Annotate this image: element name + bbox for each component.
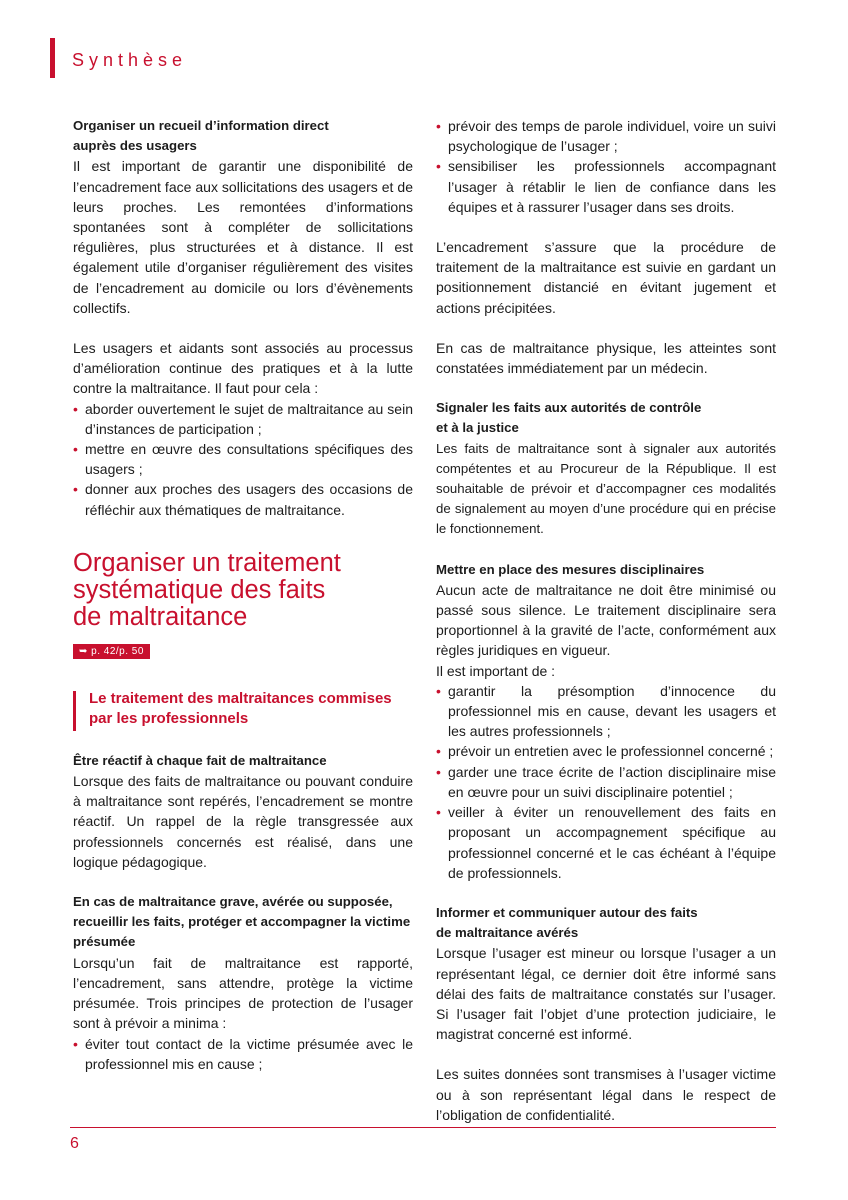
footer-divider	[70, 1127, 776, 1128]
subsection-accent-bar	[73, 691, 76, 731]
paragraph-recueil: Il est important de garantir une disponibilité de l’encadrement face aux sollicitations des usagers et de leurs proches. Les remontées d’informations spontanées sont à compléter de sollicitations régulières, plus structurées et à distance. Il est également utile d’organiser régulièrement des visites de l’encadrement au domicile ou lors d’évènements collectifs.	[73, 158, 413, 316]
section-header-title: Synthèse	[72, 50, 188, 70]
list-item: • prévoir des temps de parole individuel, voire un suivi psychologique de l’usager ;	[436, 116, 776, 156]
heading-signaler: Signaler les faits aux autorités de contrôle et à la justice	[436, 400, 702, 436]
paragraph-suites: Les suites données sont transmises à l’usager victime ou à son représentant légal dans le respect de l’obligation de confidentialité.	[436, 1066, 776, 1123]
list-item: • donner aux proches des usagers des occasions de réfléchir aux thématiques de maltraitance.	[73, 479, 413, 519]
paragraph-physique: En cas de maltraitance physique, les atteintes sont constatées immédiatement par un médecin.	[436, 339, 776, 377]
list-item: • éviter tout contact de la victime présumée avec le professionnel mis en cause ;	[73, 1034, 413, 1074]
paragraph-encadrement: L’encadrement s’assure que la procédure de traitement de la maltraitance est suivie en gardant un positionnement distancié en évitant jugement et actions précipitées.	[436, 239, 776, 316]
paragraph-grave: Lorsqu’un fait de maltraitance est rapporté, l’encadrement, sans attendre, protège la victime présumée. Trois principes de protection de l’usager sont à prévoir a minima :	[73, 954, 413, 1032]
list-item: • sensibiliser les professionnels accompagnant l’usager à rétablir le lien de confiance dans les équipes et à rassurer l’usager dans ses droits.	[436, 156, 776, 217]
paragraph-informer: Lorsque l’usager est mineur ou lorsque l’usager a un représentant légal, ce dernier doit être informé sans délai des faits de maltraitance constatés sur l’usager. Si l’usager fait l’objet d’une protection judiciaire, le magistrat concerné est informé.	[436, 945, 776, 1043]
bullet-list-disciplinaires	[436, 681, 776, 883]
page-number: 6	[70, 1135, 79, 1152]
paragraph-associes: Les usagers et aidants sont associés au processus d’amélioration continue des pratiques et à la lutte contre la maltraitance. Il faut pour cela :	[73, 340, 413, 397]
left-column	[73, 116, 413, 1074]
heading-informer: Informer et communiquer autour des faits de maltraitance avérés	[436, 904, 698, 941]
list-item: • mettre en œuvre des consultations spécifiques des usagers ;	[73, 439, 413, 479]
paragraph-disciplinaires-lead: Il est important de :	[436, 662, 556, 679]
bullet-list-protection	[436, 116, 776, 217]
heading-reactif: Être réactif à chaque fait de maltraitance	[73, 752, 327, 768]
page-reference-link[interactable]: ➥ p. 42/p. 50	[73, 644, 150, 659]
right-column	[436, 116, 776, 1125]
heading-grave: En cas de maltraitance grave, avérée ou supposée, recueillir les faits, protéger et accompagner la victime présumée	[73, 894, 411, 950]
header-accent-bar	[50, 38, 55, 78]
subsection-header	[73, 689, 413, 729]
paragraph-reactif: Lorsque des faits de maltraitance ou pouvant conduire à maltraitance sont repérés, l’encadrement se montre réactif. Un rappel de la règle transgressée aux professionnels concernés est réalisé, dans une logique pédagogique.	[73, 773, 413, 870]
list-item: • veiller à éviter un renouvellement des faits en proposant un accompagnement spécifique au professionnel concerné et le cas échéant à l’équipe de professionnels.	[436, 802, 776, 883]
heading-recueil: Organiser un recueil d’information direct auprès des usagers	[73, 118, 329, 154]
section-title: Organiser un traitement systématique des faits de maltraitance	[73, 548, 341, 631]
subsection-title: Le traitement des maltraitances commises par les professionnels	[89, 689, 392, 727]
paragraph-disciplinaires: Aucun acte de maltraitance ne doit être minimisé ou passé sous silence. Le traitement disciplinaire sera proportionnel à la gravité de l’acte, conformément aux règles juridiques en vigueur.	[436, 581, 776, 659]
list-item: • prévoir un entretien avec le professionnel concerné ;	[436, 741, 776, 761]
bullet-list-associes	[73, 399, 413, 520]
list-item: • garantir la présomption d’innocence du professionnel mis en cause, devant les usagers et les autres professionnels ;	[436, 681, 776, 742]
list-item: • garder une trace écrite de l’action disciplinaire mise en œuvre pour un suivi disciplinaire potentiel ;	[436, 762, 776, 802]
heading-disciplinaires: Mettre en place des mesures disciplinaires	[436, 561, 705, 577]
paragraph-signaler: Les faits de maltraitance sont à signaler aux autorités compétentes et au Procureur de la République. Il est souhaitable de prévoir et d’accompagner ces modalités de signalement au moyen d’une procédure qui en précise le fonctionnement.	[436, 440, 776, 537]
list-item: • aborder ouvertement le sujet de maltraitance au sein d’instances de participation ;	[73, 399, 413, 439]
bullet-list-grave	[73, 1034, 413, 1074]
